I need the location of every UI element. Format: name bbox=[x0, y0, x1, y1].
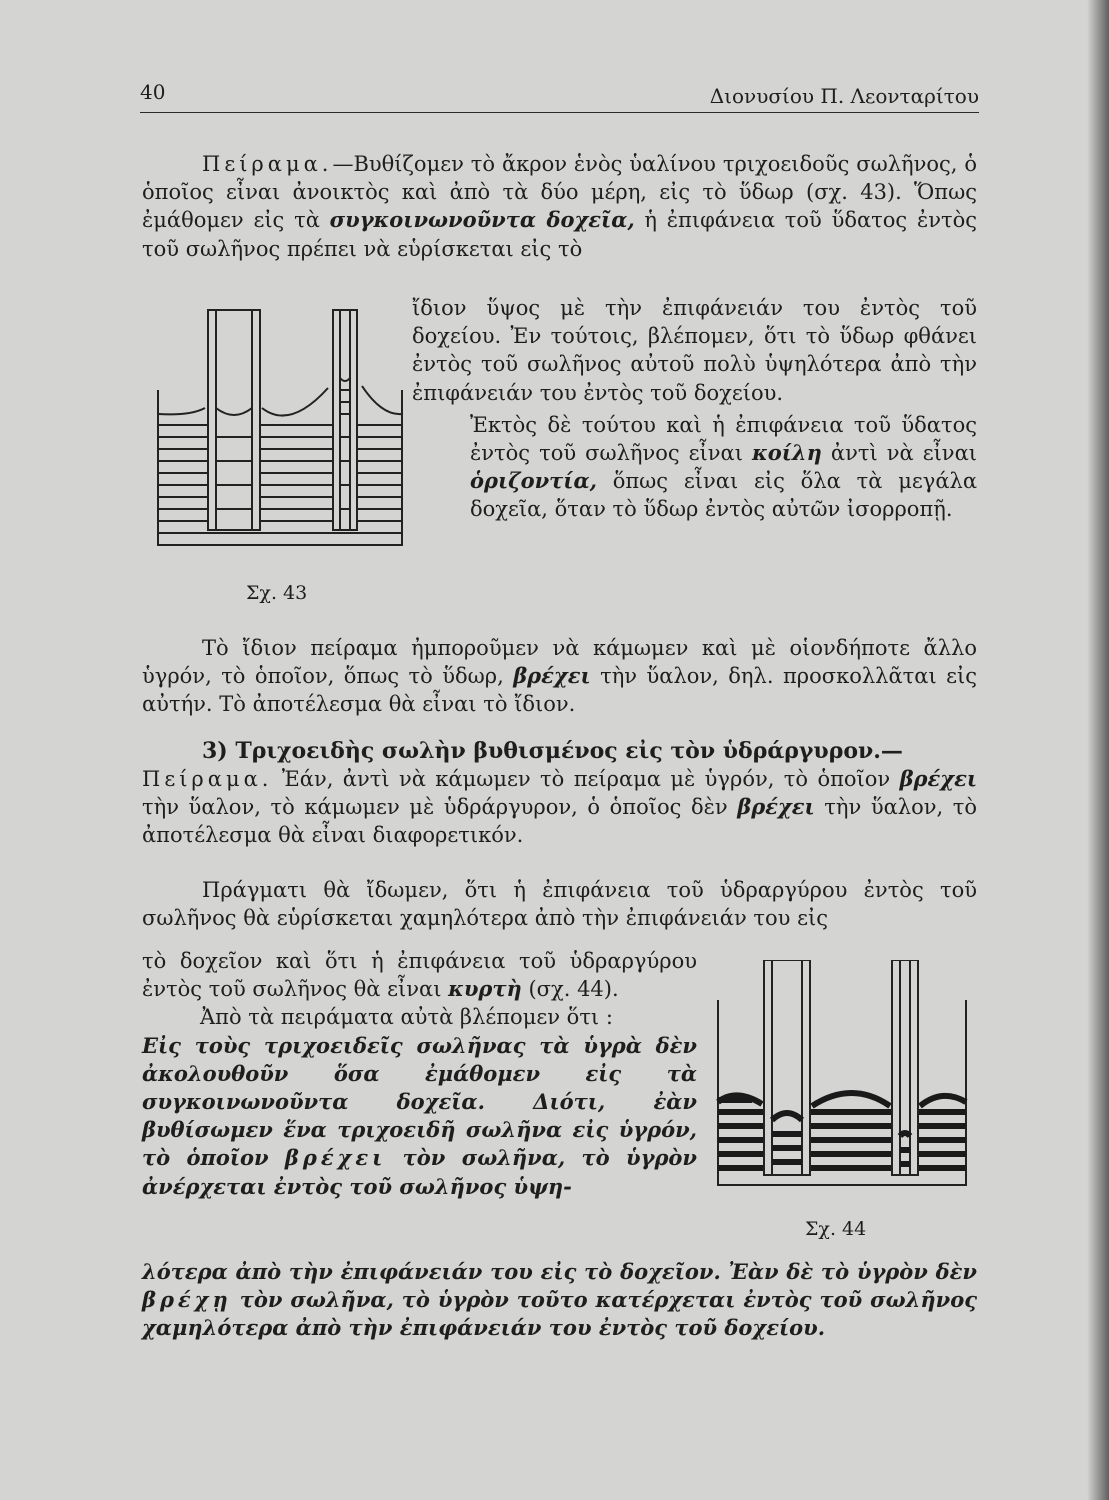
paragraph-3 bbox=[142, 634, 977, 719]
paragraph-text: τὴν ὕαλον, τὸ ἀποτέλεσμα θὰ εἶναι διαφορετικόν. bbox=[142, 795, 978, 848]
conclusion-part: τὸν σωλῆνα, τὸ ὑγρὸν ἀνέρχεται ἐντὸς τοῦ σωλῆνος ὑψη- bbox=[142, 1145, 697, 1199]
page-number: 40 bbox=[140, 80, 166, 104]
paragraph-text: ἡ ἐπιφάνεια τοῦ ὕδατος ἐντὸς τοῦ σωλῆνος πρέπει νὰ εὑρίσκεται εἰς τὸ bbox=[142, 208, 978, 261]
conclusion-text bbox=[142, 1032, 697, 1201]
page-edge-shadow bbox=[1087, 0, 1109, 1500]
paragraph-experiment-1 bbox=[142, 150, 977, 263]
emphasis-text: συγκοινωνοῦντα δοχεῖα, bbox=[329, 207, 635, 233]
page-header bbox=[140, 78, 979, 113]
emphasis-text: βρέχει bbox=[737, 794, 815, 820]
spaced-emphasis: βρέχῃ bbox=[142, 1287, 232, 1313]
running-title: Διονυσίου Π. Λεονταρίτου bbox=[709, 84, 979, 108]
emphasis-text: κοίλη bbox=[751, 440, 822, 466]
figure-43-caption: Σχ. 43 bbox=[246, 582, 308, 604]
figure-44-capillary-mercury bbox=[712, 960, 972, 1220]
paragraph-text: τὴν ὕαλον, τὸ κάμωμεν μὲ ὑδράργυρον, ὁ ὁποῖος δὲν bbox=[142, 795, 738, 820]
paragraph-2 bbox=[412, 411, 977, 524]
conclusion-part: τὸν σωλῆνα, τὸ ὑγρὸν τοῦτο κατέρχεται ἐντὸς τοῦ σωλῆνος χαμηλότερα ἀπὸ τὴν ἐπιφάνειάν του ἐντὸς τοῦ δοχείου. bbox=[142, 1287, 977, 1341]
experiment-label: Πείραμα. bbox=[142, 767, 273, 791]
paragraph-5 bbox=[142, 876, 977, 932]
paragraph-5-continuation bbox=[142, 947, 697, 1003]
paragraph-left-column bbox=[142, 947, 697, 1201]
paragraph-text: ὅπως εἶναι εἰς ὅλα τὰ μεγάλα δοχεῖα, ὅταν τὸ ὕδωρ ἐντὸς αὐτῶν ἰσορροπῇ. bbox=[470, 469, 977, 522]
paragraph-text: Ἐάν, ἀντὶ νὰ κάμωμεν τὸ πείραμα μὲ ὑγρόν, τὸ ὁποῖον bbox=[272, 767, 900, 791]
figure-44-caption: Σχ. 44 bbox=[805, 1218, 867, 1240]
conclusion-part: δὲ τὸ ὑγρὸν δὲν bbox=[778, 1259, 977, 1284]
conclusion-part: Εἰς τοὺς τριχοειδεῖς σωλῆνας τὰ ὑγρὰ δὲν ἀκολουθοῦν ὅσα ἐμάθομεν εἰς τὰ συγκοινωνοῦντα δοχεῖα. Διότι, ἐὰν βυθίσωμεν ἕνα τριχοειδῆ σωλῆνα εἰς ὑγρόν, τὸ ὁποῖον bbox=[142, 1032, 697, 1171]
paragraph-text: ἀντὶ νὰ εἶναι bbox=[821, 441, 977, 466]
paragraph-experiment-2 bbox=[142, 765, 977, 850]
paragraph-6-intro: Ἀπὸ τὰ πειράματα αὐτὰ βλέπομεν ὅτι : bbox=[200, 1005, 613, 1030]
spaced-emphasis: βρέχει bbox=[284, 1145, 387, 1171]
emphasis-text: ὁριζοντία, bbox=[470, 468, 597, 494]
figure-43-capillary-water bbox=[150, 290, 410, 570]
heading-text: 3) Τριχοειδὴς σωλὴν βυθισμένος εἰς τὸν ὑδράργυρον.— bbox=[202, 738, 903, 764]
paragraph-text: Τὸ ἴδιον πείραμα ἠμποροῦμεν νὰ κάμωμεν καὶ μὲ οἱονδήποτε ἄλλο ὑγρόν, τὸ ὁποῖον, ὅπως τὸ ὕδωρ, bbox=[142, 636, 977, 689]
paragraph-text: τὴν ὕαλον, δηλ. προσκολλᾶται εἰς αὐτήν. Τὸ ἀποτέλεσμα θὰ εἶναι τὸ ἴδιον. bbox=[142, 664, 977, 717]
paragraph-6-continuation bbox=[142, 1258, 977, 1343]
paragraph-text: τὸ δοχεῖον καὶ ὅτι ἡ ἐπιφάνεια τοῦ ὑδραργύρου ἐντὸς τοῦ σωλῆνος θὰ εἶναι bbox=[142, 949, 697, 1002]
paragraph-text: —Βυθίζομεν τὸ ἄκρον ἑνὸς ὑαλίνου τριχοειδοῦς σωλῆνος, ὁ ὁποῖος εἶναι ἀνοικτὸς καὶ ἀπὸ τὰ δύο μέρη, εἰς τὸ ὕδωρ (σχ. 43). Ὅπως ἐμάθομεν εἰς τὰ bbox=[142, 152, 977, 233]
paragraph-text: (σχ. 44). bbox=[521, 977, 619, 1002]
emphasis-text: κυρτὴ bbox=[448, 976, 522, 1002]
emphasis-text: βρέχει bbox=[513, 663, 591, 689]
experiment-label: Πείραμα. bbox=[202, 152, 333, 176]
emphasis-text: βρέχει bbox=[899, 766, 977, 791]
section-heading-3 bbox=[142, 737, 977, 765]
paragraph-text: Ἐκτὸς δὲ τούτου καὶ ἡ ἐπιφάνεια τοῦ ὕδατος ἐντὸς τοῦ σωλῆνος εἶναι bbox=[470, 412, 977, 466]
conclusion-part: λότερα ἀπὸ τὴν ἐπιφάνειάν του εἰς τὸ δοχεῖον. bbox=[142, 1259, 729, 1284]
bold-emphasis: Ἐὰν bbox=[728, 1259, 779, 1284]
paragraph-continuation: ἴδιον ὕψος μὲ τὴν ἐπιφάνειάν του ἐντὸς τοῦ δοχείου. Ἐν τούτοις, βλέπομεν, ὅτι τὸ ὕδωρ φθάνει ἐντὸς τοῦ σωλῆνος αὐτοῦ πολὺ ὑψηλότερα ἀπὸ τὴν ἐπιφάνειάν του ἐντὸς τοῦ δοχείου. bbox=[412, 296, 977, 405]
paragraph-text: Πράγματι θὰ ἴδωμεν, ὅτι ἡ ἐπιφάνεια τοῦ ὑδραργύρου ἐντὸς τοῦ σωλῆνος θὰ εὑρίσκεται χαμηλότερα ἀπὸ τὴν ἐπιφάνειάν του εἰς bbox=[142, 878, 977, 931]
paragraph-right-column bbox=[412, 294, 977, 524]
